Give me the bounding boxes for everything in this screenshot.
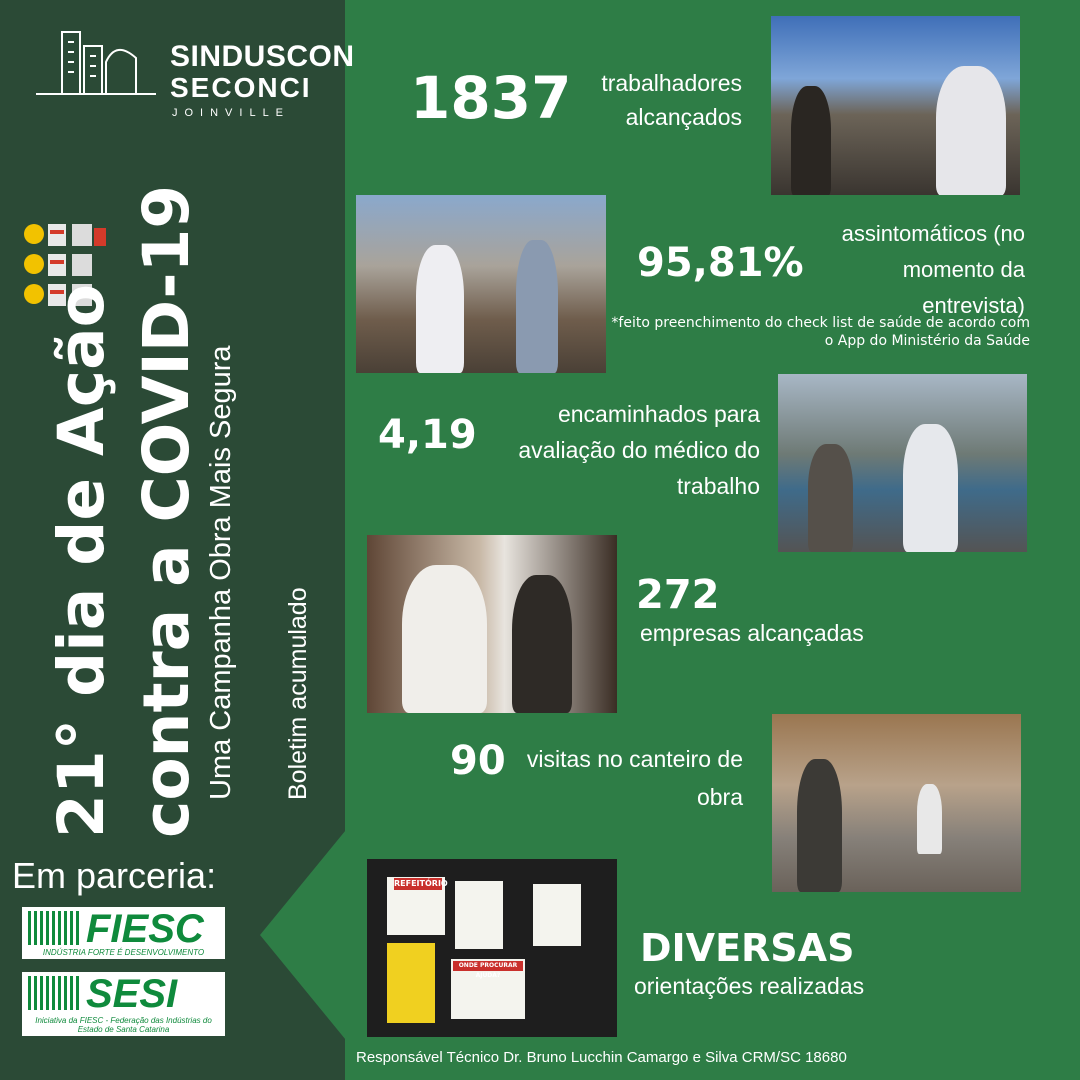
stat-companies-label: empresas alcançadas	[640, 620, 864, 646]
stat-workers-value: 1837	[410, 64, 572, 132]
photo-site-2	[356, 195, 606, 373]
stat-asymptomatic-note: *feito preenchimento do check list de saúde de acordo com o App do Ministério da Saúde	[611, 315, 1030, 349]
fiesc-tagline: INDÚSTRIA FORTE É DESENVOLVIMENTO	[42, 948, 205, 957]
sesi-name: SESI	[86, 972, 178, 1016]
sesi-symbol-icon	[28, 976, 80, 1010]
logo-line3: JOINVILLE	[172, 107, 291, 119]
stat-asymptomatic-label: assintomáticos (no momento da entrevista)	[841, 221, 1025, 318]
photo-site-3	[778, 374, 1027, 552]
stat-workers-label: trabalhadores alcançados	[601, 70, 742, 130]
title-subtitle: Uma Campanha Obra Mais Segura	[205, 345, 237, 800]
building-logo-icon	[32, 22, 162, 102]
fiesc-symbol-icon	[28, 911, 80, 945]
photo-site-4	[367, 535, 617, 713]
sesi-logo	[22, 972, 225, 1036]
logo-line1: SINDUSCON	[170, 40, 355, 73]
stat-asymptomatic-value: 95,81%	[637, 240, 804, 286]
title-line2: contra a COVID-19	[130, 184, 203, 838]
logo-line2: SECONCI	[170, 72, 312, 103]
stat-referred-label: encaminhados para avaliação do médico do trabalho	[518, 401, 760, 499]
sesi-tagline: Iniciativa da FIESC - Federação das Indústrias do Estado de Santa Catarina	[35, 1016, 212, 1034]
photo-site-1	[771, 16, 1020, 195]
footer-credit: Responsável Técnico Dr. Bruno Lucchin Camargo e Silva CRM/SC 18680	[356, 1049, 847, 1066]
title-line1: 21° dia de Ação	[45, 284, 118, 838]
stat-guidance-value: DIVERSAS	[640, 926, 855, 970]
title-tagline: Boletim acumulado	[284, 587, 312, 800]
fiesc-logo	[22, 907, 225, 959]
help-notice: ONDE PROCURAR AJUDA?	[453, 961, 523, 971]
stat-referred-value: 4,19	[378, 412, 477, 458]
stat-visits-value: 90	[450, 738, 506, 784]
fiesc-name: FIESC	[86, 907, 204, 951]
stat-visits-label: visitas no canteiro de obra	[526, 746, 743, 810]
stat-companies-value: 272	[636, 572, 720, 618]
refeitorio-sign: REFEITÓRIO	[394, 879, 448, 888]
photo-site-5	[772, 714, 1021, 892]
photo-notice-board	[367, 859, 617, 1037]
panel-pointer	[260, 825, 350, 1045]
sinduscon-logo	[32, 22, 355, 119]
stat-guidance-label: orientações realizadas	[634, 973, 865, 999]
partners-label: Em parceria:	[12, 855, 217, 896]
